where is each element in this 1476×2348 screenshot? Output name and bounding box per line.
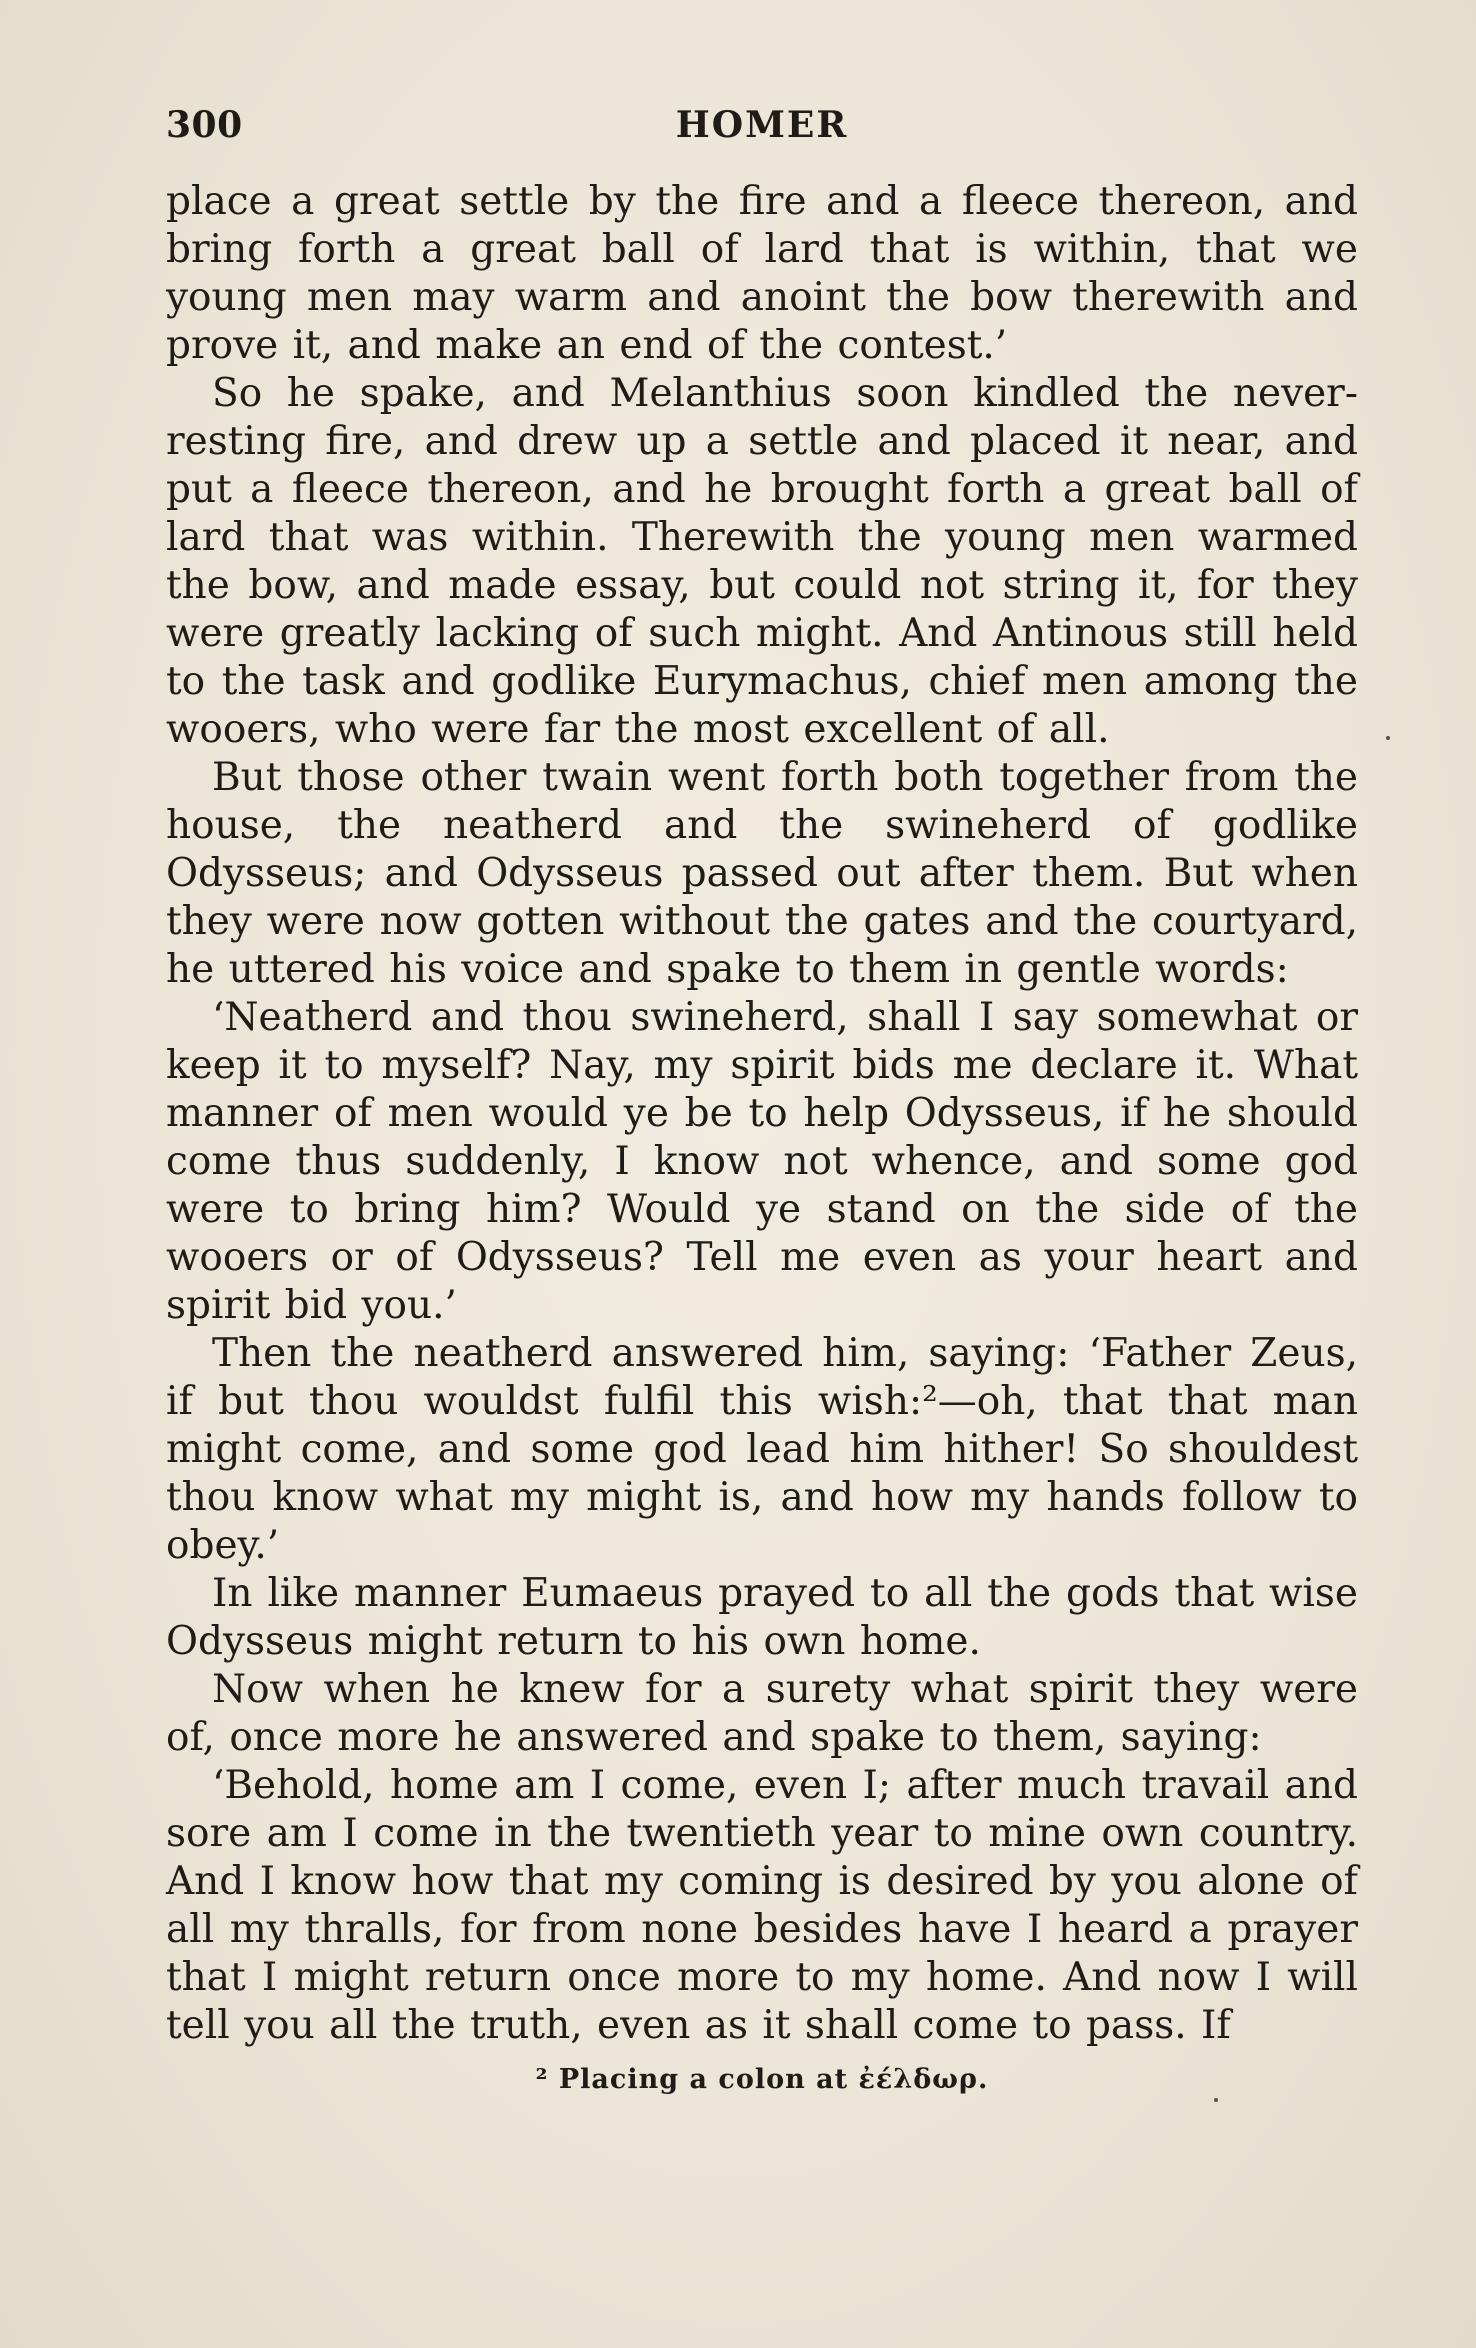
paragraph: Then the neatherd answered him, saying: ‘Father Zeus, if but thou wouldst fulfil this wish:²—oh, that that man might come, and some god lead him hither! So shouldest thou know what my might is, and how my hands follow to obey.’ <box>166 1331 1358 1568</box>
page-number: 300 <box>166 104 243 146</box>
body-text <box>166 178 1358 2050</box>
footnote: ² Placing a colon at ἐέλδωρ. <box>535 2064 989 2095</box>
running-head <box>166 104 1358 160</box>
paper-speck <box>1214 2098 1218 2102</box>
paragraph: So he spake, and Melanthius soon kindled the never-resting fire, and drew up a settle and placed it near, and put a fleece thereon, and he brought forth a great ball of lard that was within. Therewith the young men warmed the bow, and made essay, but could not string it, for they were greatly lacking of such might. And Antinous still held to the task and godlike Eurymachus, chief men among the wooers, who were far the most excellent of all. <box>166 371 1358 752</box>
paper-speck <box>1386 736 1390 740</box>
paragraph: ‘Behold, home am I come, even I; after much travail and sore am I come in the twentieth year to mine own country. And I know how that my coming is desired by you alone of all my thralls, for from none besides have I heard a prayer that I might return once more to my home. And now I will tell you all the truth, even as it shall come to pass. If <box>166 1763 1358 2048</box>
paragraph: In like manner Eumaeus prayed to all the gods that wise Odysseus might return to his own home. <box>166 1571 1358 1664</box>
paragraph: But those other twain went forth both together from the house, the neatherd and the swineherd of godlike Odysseus; and Odysseus passed out after them. But when they were now gotten without the gates and the courtyard, he uttered his voice and spake to them in gentle words: <box>166 755 1358 992</box>
paragraph: place a great settle by the fire and a fleece thereon, and bring forth a great ball of lard that is within, that we young men may warm and anoint the bow therewith and prove it, and make an end of the contest.’ <box>166 179 1358 368</box>
running-title: HOMER <box>675 104 849 146</box>
paragraph: Now when he knew for a surety what spirit they were of, once more he answered and spake to them, saying: <box>166 1667 1358 1760</box>
paragraph: ‘Neatherd and thou swineherd, shall I say somewhat or keep it to myself? Nay, my spirit bids me declare it. What manner of men would ye be to help Odysseus, if he should come thus suddenly, I know not whence, and some god were to bring him? Would ye stand on the side of the wooers or of Odysseus? Tell me even as your heart and spirit bid you.’ <box>166 995 1358 1328</box>
